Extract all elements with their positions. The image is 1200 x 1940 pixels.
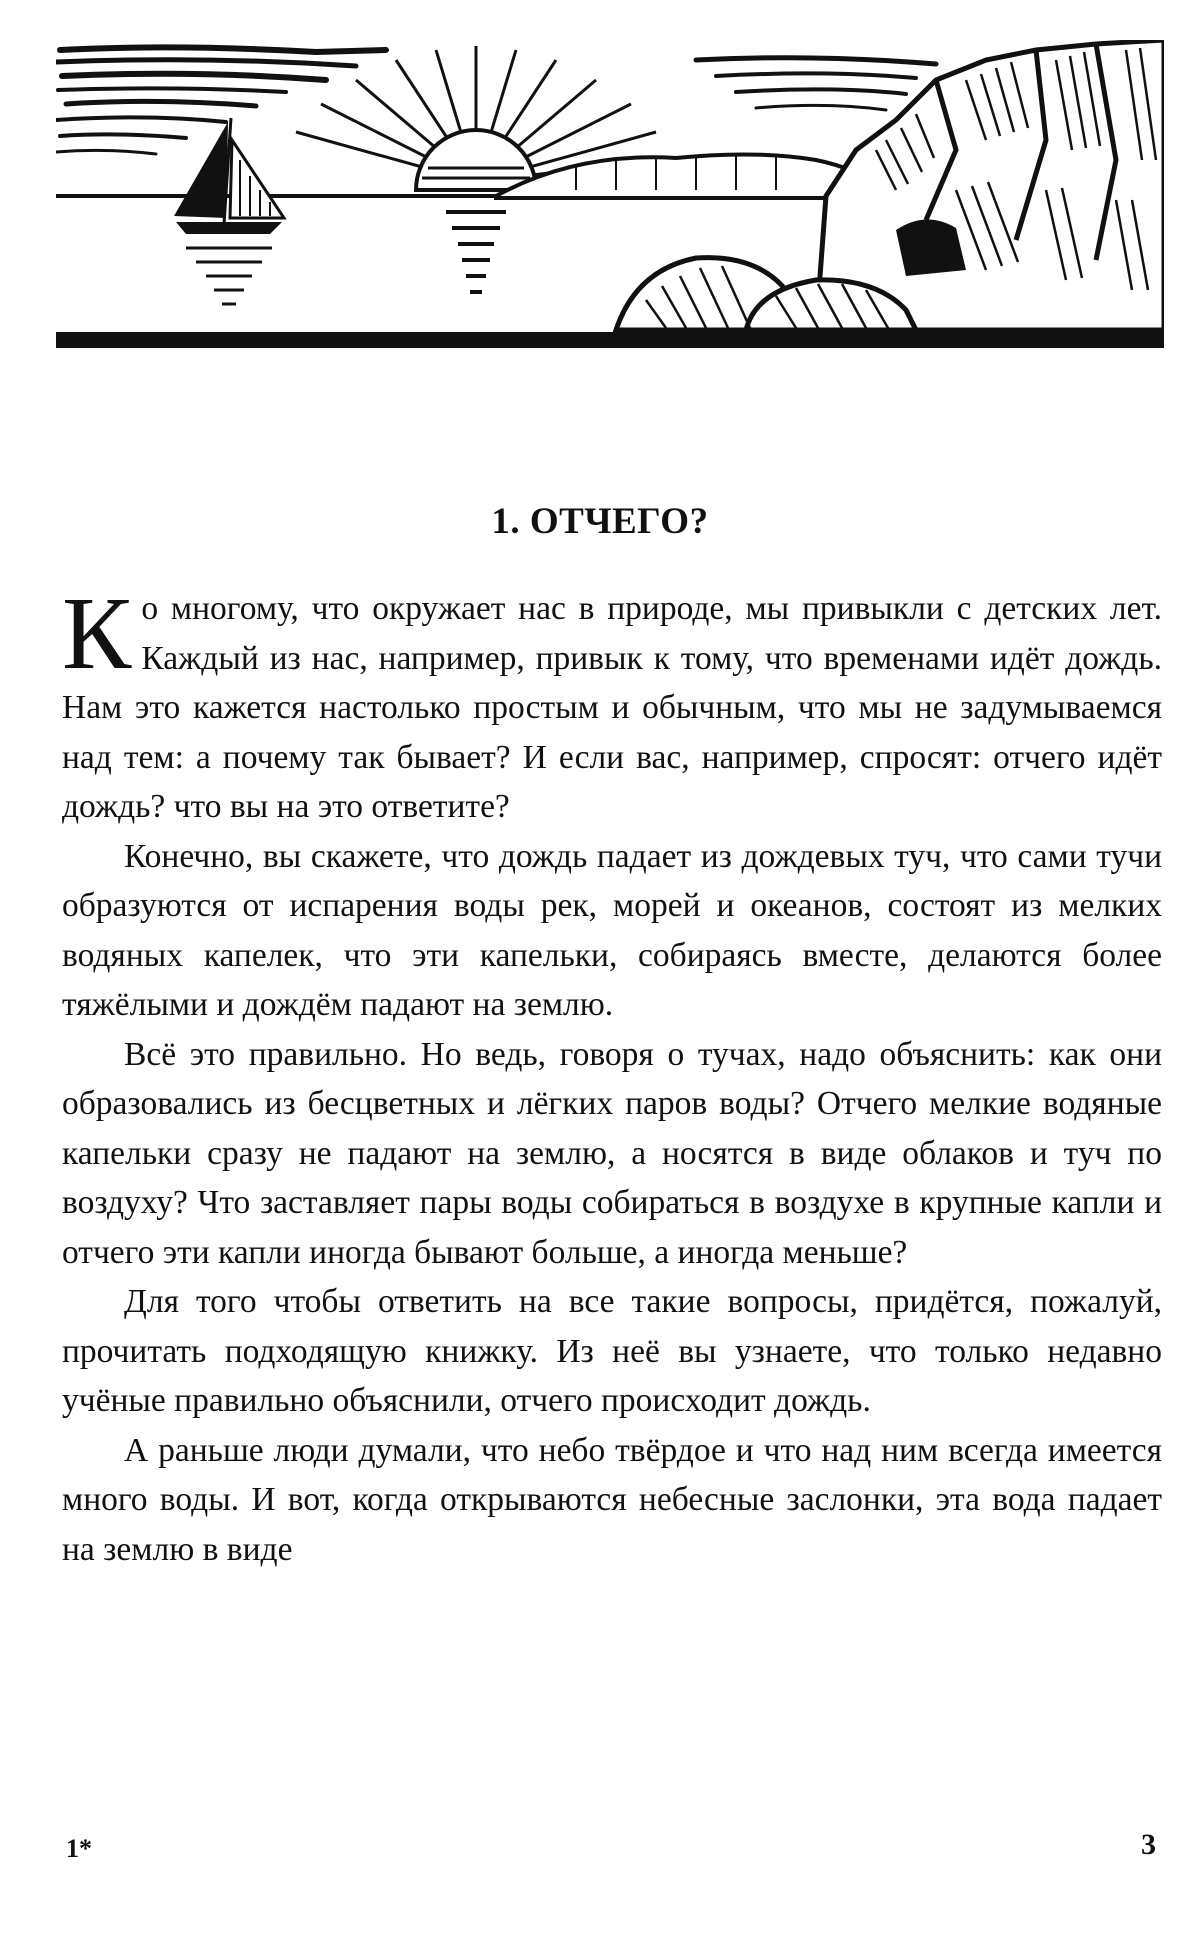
chapter-title: 1. ОТЧЕГО? xyxy=(491,501,709,542)
water-reflection xyxy=(446,212,506,292)
paragraph-5: А раньше люди думали, что небо твёрдое и что над ним всегда имеется много воды. И вот, когда открываются небесные заслонки, эта вода падает на землю в виде xyxy=(62,1431,1162,1568)
paragraph-1-text: о многому, что окружает нас в природе, мы привыкли с детских лет. Каждый из нас, например, привык к тому, что временами идёт дождь. Нам это кажется настолько простым и обычным, что мы не задумываемся над тем: а почему так бывает? И если вас, например, спросят: отчего идёт дождь? что вы на это ответите? xyxy=(62,590,1162,825)
body-text xyxy=(62,576,1162,1574)
drop-capital: К xyxy=(62,576,132,691)
paragraph-2: Конечно, вы скажете, что дождь падает из дождевых туч, что сами тучи образуются от испарения воды рек, морей и океанов, состоят из мелких водяных капелек, что эти капельки, собираясь вместе, делаются более тяжёлыми и дождём падают на землю. xyxy=(62,837,1162,1023)
paragraph-4: Для того чтобы ответить на все такие вопросы, придётся, пожалуй, прочитать подходящую книжку. Из неё вы узнаете, что только недавно учёные правильно объяснили, отчего происходит дождь. xyxy=(62,1283,1162,1419)
signature-mark: 1* xyxy=(66,1834,92,1863)
paragraph-1 xyxy=(62,576,1162,832)
seascape-engraving-icon xyxy=(56,40,1164,352)
paragraph-3: Всё это правильно. Но ведь, говоря о тучах, надо объяснить: как они образовались из бесцветных и лёгких паров воды? Отчего мелкие водяные капельки сразу не падают на землю, а носятся в виде облаков и туч по воздуху? Что заставляет пары воды собираться в воздухе в крупные капли и отчего эти капли иногда бывают больше, а иногда меньше? xyxy=(62,1035,1162,1271)
frame-bottom-bar xyxy=(56,332,1164,348)
page-number: 3 xyxy=(1141,1828,1156,1861)
sun-icon xyxy=(416,130,536,190)
sailboat-icon xyxy=(174,118,284,304)
